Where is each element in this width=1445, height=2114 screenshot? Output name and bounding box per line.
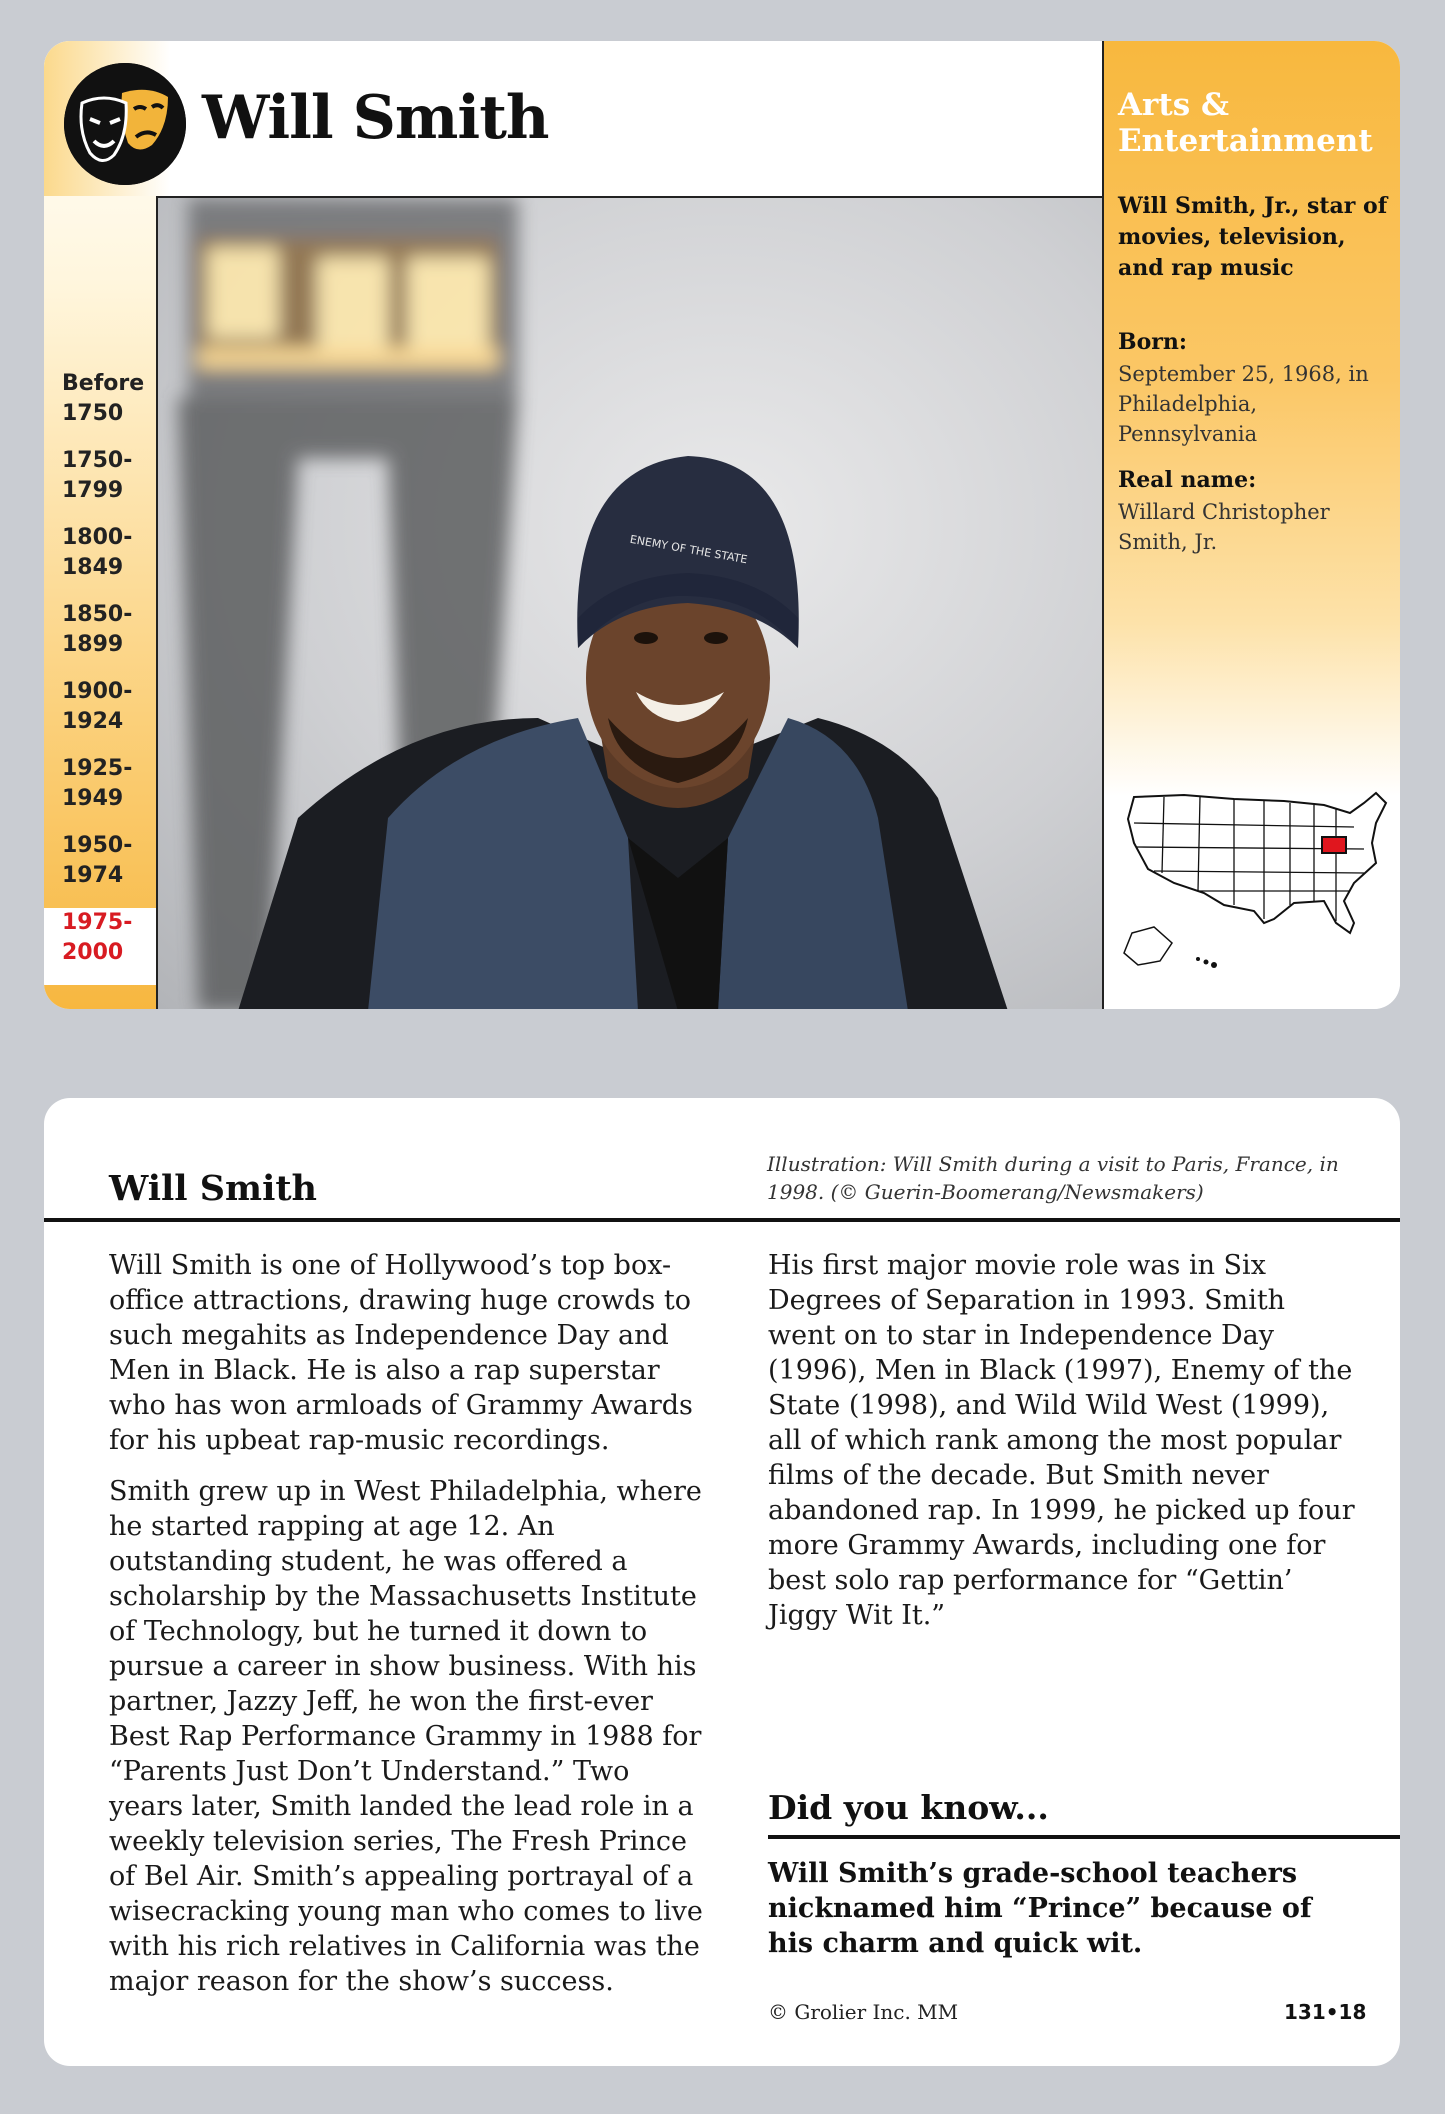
era-1950-1974: 1950- 1974 <box>62 833 133 888</box>
did-you-know-divider <box>768 1835 1400 1839</box>
real-name-label: Real name: <box>1118 467 1257 493</box>
beanie-text: ENEMY OF THE STATE <box>628 532 749 567</box>
era-1975-2000-active: 1975- 2000 <box>44 908 156 985</box>
card-number: 131•18 <box>1284 2000 1367 2024</box>
subject-summary: Will Smith, Jr., star of movies, television, and rap music <box>1118 193 1388 281</box>
back-card <box>44 1098 1400 2066</box>
card-title: Will Smith <box>202 83 549 153</box>
article-right-column <box>768 1248 1358 1649</box>
era-1850-1899: 1850- 1899 <box>62 602 133 657</box>
paragraph-1: Will Smith is one of Hollywood’s top box-office attractions, drawing huge crowds to such megahits as Independence Day and Men in Black. He is also a rap superstar who has won armloads of Grammy Awards for his upbeat rap-music recordings. <box>109 1250 693 1456</box>
copyright: © Grolier Inc. MM <box>768 2000 959 2024</box>
header-divider <box>44 1218 1400 1222</box>
born-label: Born: <box>1118 329 1187 355</box>
era-1925-1949: 1925- 1949 <box>62 756 133 811</box>
paragraph-3: His first major movie role was in Six Degrees of Separation in 1993. Smith went on to star in Independence Day (1996), Men in Black (1997), Enemy of the State (1998), and Wild Wild West (1999), all of which rank among the most popular films of the decade. But Smith never abandoned rap. In 1999, he picked up four more Grammy Awards, including one for best solo rap performance for “Gettin’ Jiggy Wit It.” <box>768 1250 1355 1631</box>
did-you-know-fact: Will Smith’s grade-school teachers nicknamed him “Prince” because of his charm and quick wit. <box>768 1858 1312 1959</box>
era-1800-1849: 1800- 1849 <box>62 525 133 580</box>
paragraph-2: Smith grew up in West Philadelphia, where he started rapping at age 12. An outstanding student, he was offered a scholarship by the Massachusetts Institute of Technology, but he turned it down to pursue a career in show business. With his partner, Jazzy Jeff, he won the first-ever Best Rap Performance Grammy in 1988 for “Parents Just Don’t Understand.” Two years later, Smith landed the lead role in a weekly television series, The Fresh Prince of Bel Air. Smith’s appealing portrayal of a wisecracking young man who comes to live with his rich relatives in California was the major reason for the show’s success. <box>109 1476 703 1997</box>
usa-map-icon <box>1114 783 1394 973</box>
era-1900-1924: 1900- 1924 <box>62 679 133 734</box>
real-name-value: Willard Christopher Smith, Jr. <box>1118 500 1330 554</box>
did-you-know-heading: Did you know... <box>768 1788 1049 1827</box>
portrait-photo <box>156 196 1102 1009</box>
era-1750-1799: 1750- 1799 <box>62 448 133 503</box>
article-left-column <box>109 1248 704 2015</box>
category-label: Arts & Entertainment <box>1118 87 1373 159</box>
born-value: September 25, 1968, in Philadelphia, Pennsylvania <box>1118 362 1369 446</box>
theater-masks-icon <box>64 63 186 185</box>
era-timeline <box>44 369 156 985</box>
back-title: Will Smith <box>109 1168 317 1209</box>
era-before-1750: Before 1750 <box>62 371 145 426</box>
front-card <box>44 41 1400 1009</box>
info-panel <box>1102 41 1400 1009</box>
photo-caption: Illustration: Will Smith during a visit to Paris, France, in 1998. (© Guerin-Boomerang/Newsmakers) <box>767 1152 1339 1204</box>
